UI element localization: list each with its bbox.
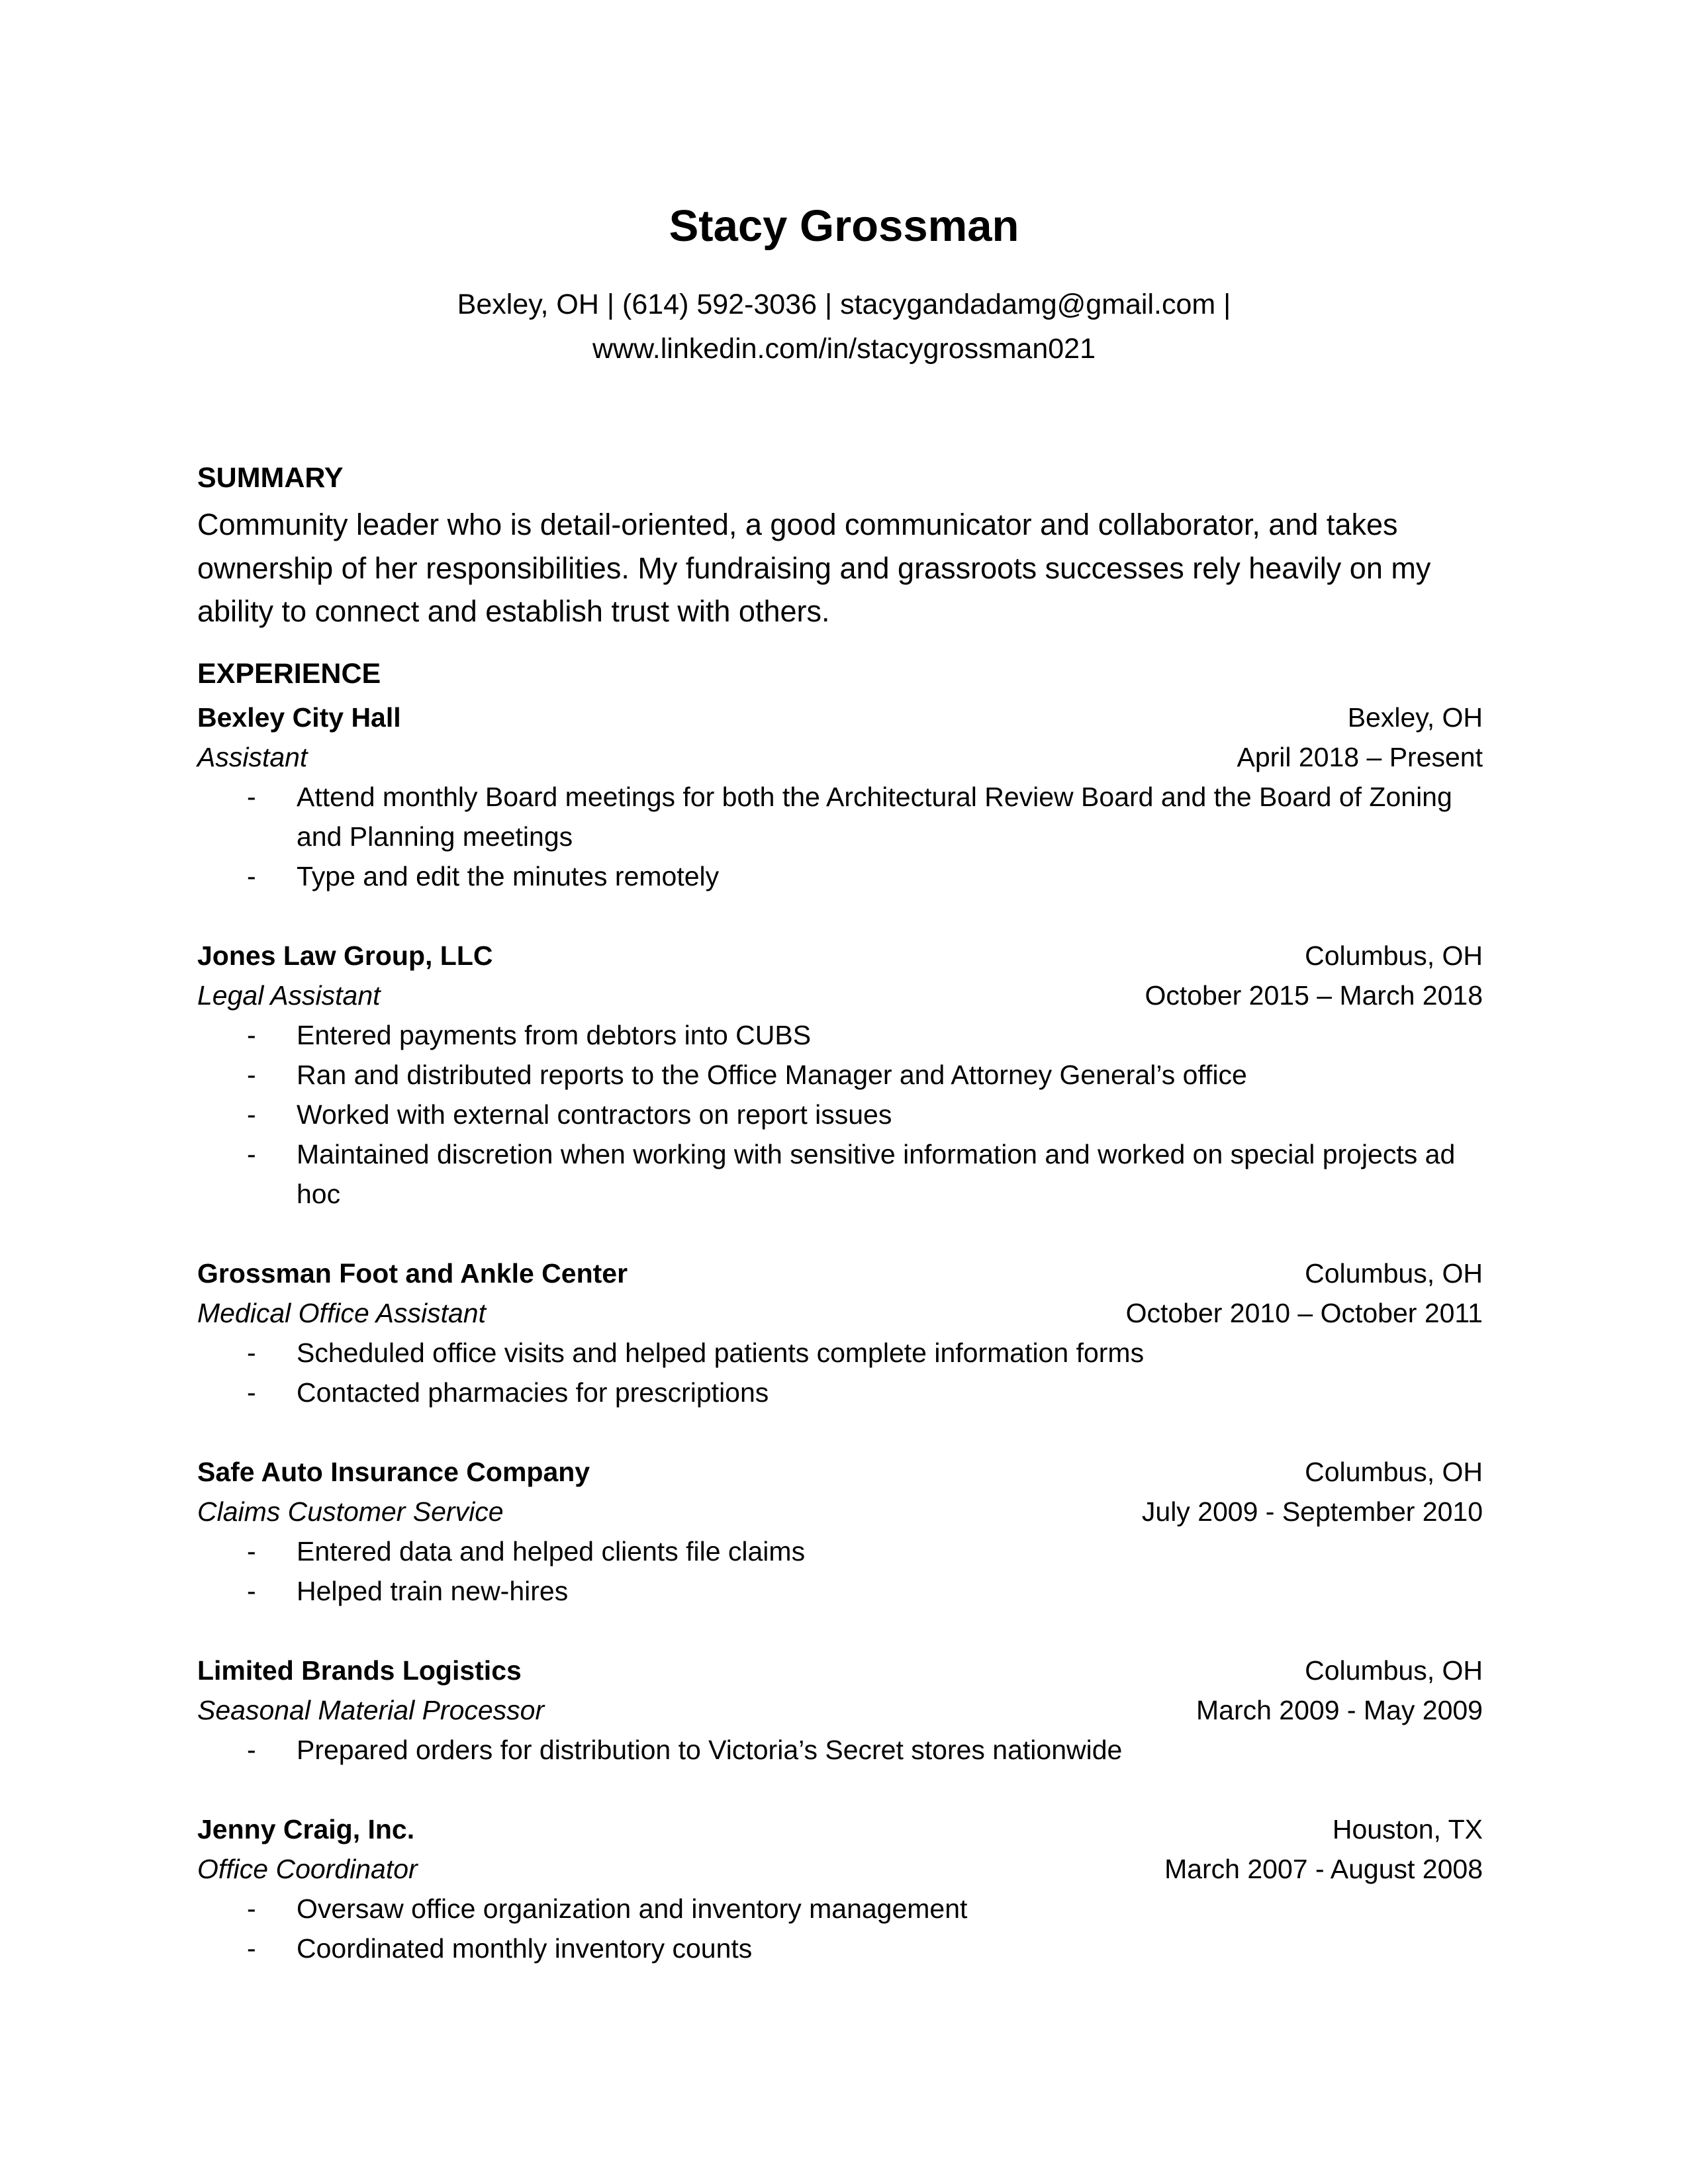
job-bullet <box>197 1373 1462 1412</box>
job-location: Columbus, OH <box>1305 1258 1483 1289</box>
job-dates: March 2009 - May 2009 <box>1196 1695 1483 1725</box>
job-company: Grossman Foot and Ankle Center <box>197 1258 628 1289</box>
job-bullet <box>197 1015 1462 1055</box>
bullet-dash: - <box>247 1933 256 1964</box>
job-location: Columbus, OH <box>1305 1457 1483 1487</box>
bullet-text: Maintained discretion when working with sensitive information and worked on special projects ad hoc <box>297 1139 1456 1209</box>
job-title-row <box>197 1849 1483 1889</box>
job-title-row <box>197 1690 1483 1730</box>
bullet-text: Prepared orders for distribution to Victoria’s Secret stores nationwide <box>297 1735 1123 1765</box>
bullet-dash: - <box>247 861 256 891</box>
bullet-text: Ran and distributed reports to the Office Manager and Attorney General’s office <box>297 1060 1247 1090</box>
job-company: Bexley City Hall <box>197 702 401 733</box>
bullet-dash: - <box>247 1099 256 1130</box>
job-dates: April 2018 – Present <box>1237 742 1483 772</box>
job-title: Assistant <box>197 742 308 772</box>
job-company: Safe Auto Insurance Company <box>197 1457 590 1487</box>
job-title-row <box>197 1492 1483 1531</box>
bullet-dash: - <box>247 1735 256 1765</box>
job-title-row <box>197 976 1483 1015</box>
job-title-row <box>197 1293 1483 1333</box>
job-bullet <box>197 1095 1462 1134</box>
job-entry <box>197 1253 1483 1412</box>
job-bullet <box>197 1571 1462 1611</box>
job-company: Jones Law Group, LLC <box>197 940 493 971</box>
job-bullets <box>197 1889 1483 1968</box>
job-title: Seasonal Material Processor <box>197 1695 545 1725</box>
job-header-row <box>197 1651 1483 1690</box>
linkedin-url: www.linkedin.com/in/stacygrossman021 <box>592 333 1096 365</box>
bullet-text: Type and edit the minutes remotely <box>297 861 720 891</box>
job-company: Jenny Craig, Inc. <box>197 1814 415 1844</box>
job-header-row <box>197 1253 1483 1293</box>
job-bullets <box>197 1531 1483 1611</box>
job-title: Claims Customer Service <box>197 1496 504 1527</box>
job-bullets <box>197 1015 1483 1214</box>
job-bullet <box>197 1134 1462 1214</box>
job-bullets <box>197 1730 1483 1770</box>
bullet-dash: - <box>247 1576 256 1606</box>
bullet-text: Helped train new-hires <box>297 1576 569 1606</box>
bullet-text: Scheduled office visits and helped patients complete information forms <box>297 1338 1145 1368</box>
bullet-text: Oversaw office organization and inventory management <box>297 1893 968 1924</box>
job-dates: March 2007 - August 2008 <box>1164 1854 1483 1884</box>
job-location: Houston, TX <box>1332 1814 1483 1844</box>
job-location: Columbus, OH <box>1305 1655 1483 1686</box>
job-header-row <box>197 698 1483 737</box>
job-dates: October 2015 – March 2018 <box>1145 980 1483 1011</box>
job-title-row <box>197 737 1483 777</box>
job-header-row <box>197 1452 1483 1492</box>
job-bullet <box>197 1333 1462 1373</box>
job-title: Legal Assistant <box>197 980 381 1011</box>
job-title: Office Coordinator <box>197 1854 418 1884</box>
job-title: Medical Office Assistant <box>197 1298 486 1328</box>
bullet-dash: - <box>247 1377 256 1408</box>
job-bullet <box>197 856 1462 896</box>
job-location: Bexley, OH <box>1347 702 1483 733</box>
job-dates: July 2009 - September 2010 <box>1141 1496 1483 1527</box>
job-bullet <box>197 1929 1462 1968</box>
bullet-dash: - <box>247 1536 256 1567</box>
job-entry <box>197 1452 1483 1611</box>
experience-heading: EXPERIENCE <box>197 658 381 690</box>
job-entry <box>197 698 1483 896</box>
job-header-row <box>197 936 1483 976</box>
summary-heading: SUMMARY <box>197 462 344 494</box>
job-entry <box>197 936 1483 1214</box>
job-company: Limited Brands Logistics <box>197 1655 522 1686</box>
job-entry <box>197 1651 1483 1770</box>
job-bullet <box>197 1889 1462 1929</box>
job-bullet <box>197 777 1462 856</box>
contact-info: Bexley, OH | (614) 592-3036 | stacygandadamg@gmail.com | <box>457 289 1231 320</box>
job-entry <box>197 1809 1483 1968</box>
bullet-text: Entered payments from debtors into CUBS <box>297 1020 812 1050</box>
bullet-dash: - <box>247 1893 256 1924</box>
bullet-dash: - <box>247 1338 256 1368</box>
job-bullets <box>197 777 1483 896</box>
job-location: Columbus, OH <box>1305 940 1483 971</box>
job-bullet <box>197 1730 1462 1770</box>
bullet-text: Coordinated monthly inventory counts <box>297 1933 753 1964</box>
bullet-text: Attend monthly Board meetings for both the Architectural Review Board and the Board of Zoning and Planning meetings <box>297 782 1452 852</box>
job-dates: October 2010 – October 2011 <box>1125 1298 1483 1328</box>
candidate-name: Stacy Grossman <box>669 201 1019 251</box>
bullet-text: Contacted pharmacies for prescriptions <box>297 1377 769 1408</box>
bullet-dash: - <box>247 1139 256 1169</box>
bullet-text: Entered data and helped clients file claims <box>297 1536 806 1567</box>
job-bullets <box>197 1333 1483 1412</box>
job-header-row <box>197 1809 1483 1849</box>
job-bullet <box>197 1531 1462 1571</box>
job-bullet <box>197 1055 1462 1095</box>
bullet-dash: - <box>247 1060 256 1090</box>
summary-text: Community leader who is detail-oriented, a good communicator and collaborator, and takes ownership of her responsibilities. My fundraising and grassroots successes rely heavily on my ability to connect and establish trust with others. <box>197 508 1431 628</box>
bullet-dash: - <box>247 782 256 812</box>
bullet-text: Worked with external contractors on report issues <box>297 1099 892 1130</box>
bullet-dash: - <box>247 1020 256 1050</box>
